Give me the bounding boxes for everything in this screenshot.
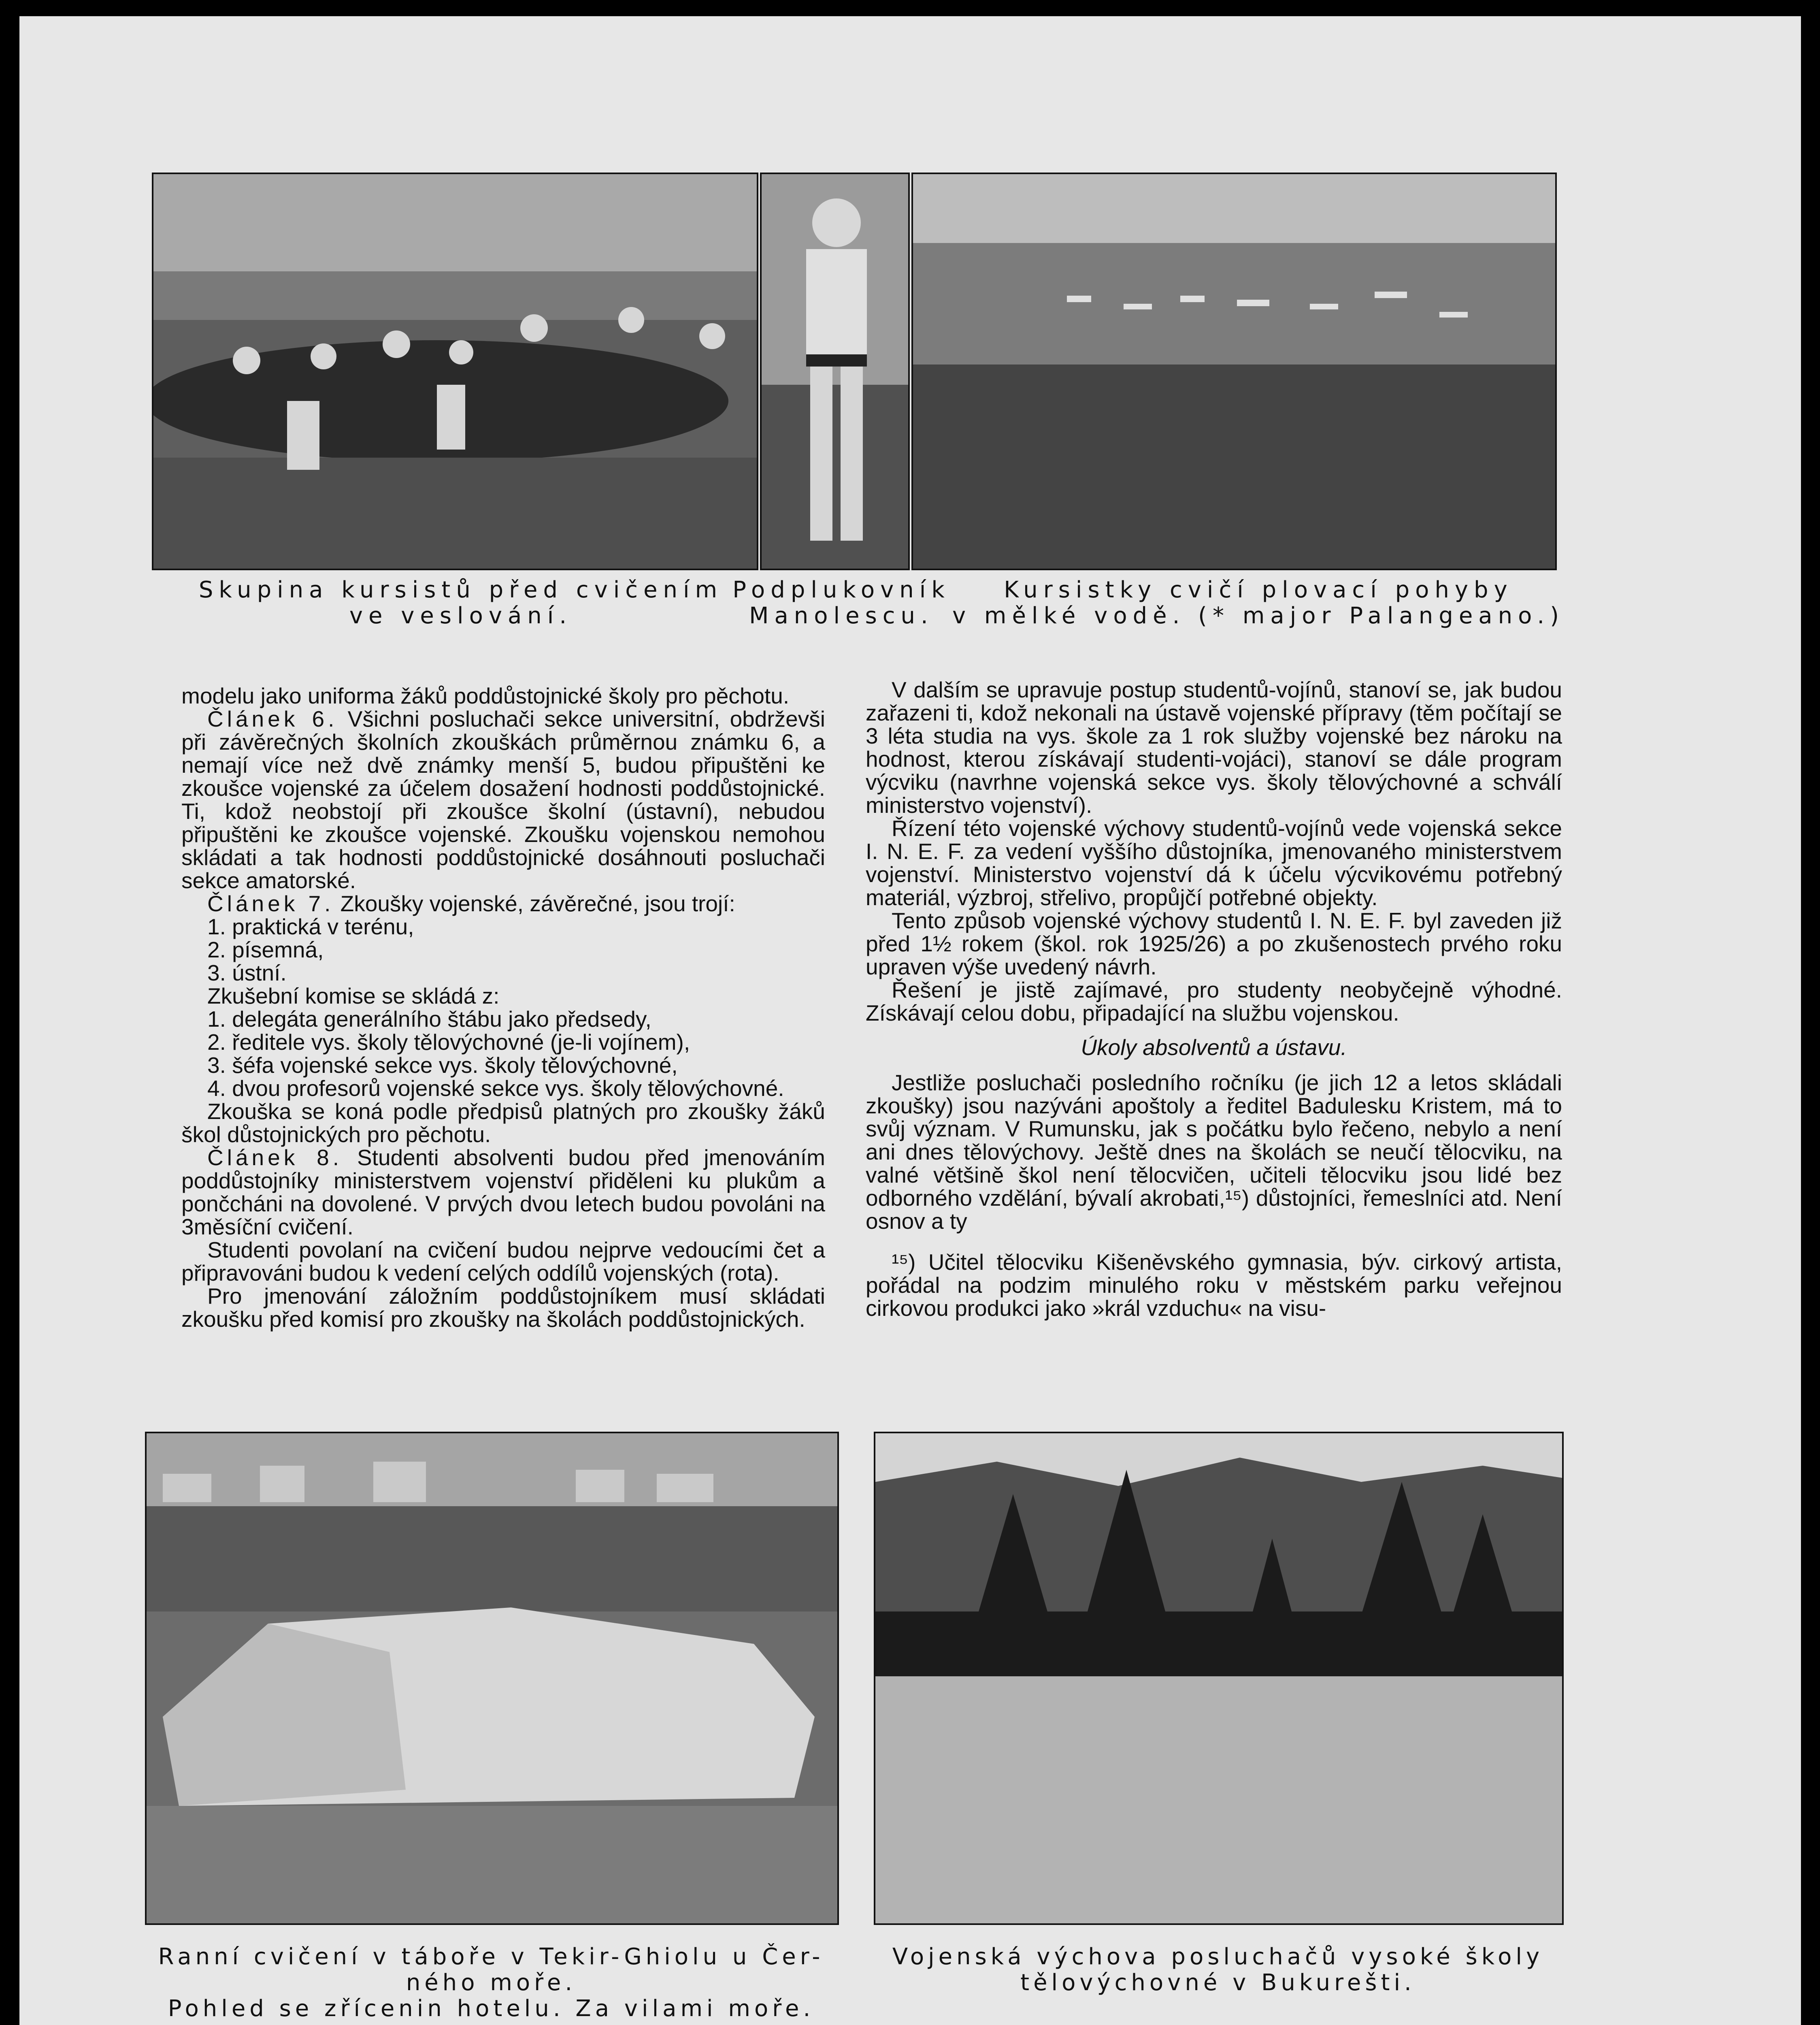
photo-swimming xyxy=(911,173,1557,570)
list-item: 1. praktická v terénu, xyxy=(207,914,414,939)
caption-lt-colonel: Podplukovník Manolescu. xyxy=(732,577,950,629)
photo-camp-image xyxy=(147,1433,837,1923)
paragraph: Řešení je jistě zajímavé, pro studenty neobyčejně výhodné. Získávají celou dobu, připadající na službu vojenskou. xyxy=(866,977,1562,1025)
article-7: Článek 7. Zkoušky vojenské, závěrečné, jsou trojí: xyxy=(207,891,735,916)
list-item: 3. ústní. xyxy=(207,960,287,985)
paragraph: Pro jmenování záložním poddůstojníkem musí skládati zkoušku před komisí pro zkoušky na školách poddůstojnických. xyxy=(181,1283,825,1332)
paragraph: Studenti povolaní na cvičení budou nejprve vedoucími čet a připravováni budou k vedení celých oddílů vojenských (rota). xyxy=(181,1237,825,1285)
caption-rowing: Skupina kursistů před cvičením ve veslování. xyxy=(198,577,723,629)
paragraph: Zkouška se koná podle předpisů platných pro zkoušky žáků škol důstojnických pro pěchotu. xyxy=(181,1099,825,1147)
paragraph: Řízení této vojenské výchovy studentů-vojínů vede vojenská sekce I. N. E. F. za vedení vyššího důstojníka, jmenovaného ministerstvem vojenství. Ministerstvo vojenství dá k účelu výcvikovému potřebný materiál, výzbroj, střelivo, propůjčí potřebné objekty. xyxy=(866,816,1562,910)
photo-snow-image xyxy=(875,1433,1562,1923)
right-column xyxy=(866,678,1562,1320)
paragraph: V dalším se upravuje postup studentů-vojínů, stanoví se, jak budou zařazeni ti, kdož nekonali na ústavě vojenské přípravy (těm počítají se 3 léta studia na vys. škole za 1 rok služby vojenské bez nároku na hodnost, kterou získávají studenti-vojáci), stanoví se dále program výcviku (navrhne vojenská sekce vys. školy tělovýchovné a schválí ministerstvo vojenství). xyxy=(866,677,1562,818)
photo-swimming-image xyxy=(913,174,1555,569)
paragraph: modelu jako uniforma žáků poddůstojnické školy pro pěchotu. xyxy=(181,683,790,708)
left-column xyxy=(181,684,825,1331)
article-8: Článek 8. Studenti absolventi budou před jmenováním poddůstojníky ministerstvem vojenství přiděleni ku plukům a pončcháni na dovolené. V prvých dvou letech budou povoláni na 3měsíční cvičení. xyxy=(181,1145,825,1239)
photo-lt-colonel-image xyxy=(762,174,908,569)
paragraph: Zkušební komise se skládá z: xyxy=(207,983,500,1008)
photo-rowing-group-image xyxy=(153,174,757,569)
article-6: Článek 6. Všichni posluchači sekce universitní, obdrževši při závěrečných školních zkouškách průměrnou známku 6, a nemají více než dvě známky menší 5, budou připuštěni ke zkoušce vojenské za účelem dosažení hodnosti poddůstojnické. Ti, kdož neobstojí při zkoušce školní (ústavní), nebudou připuštěni ke zkoušce vojenské. Zkoušku vojenskou nemohou skládati a tak hodnosti poddůstojnické dosáhnouti posluchači sekce amatorské. xyxy=(181,706,825,893)
section-heading: Úkoly absolventů a ústavu. xyxy=(1081,1035,1347,1060)
list-item: 1. delegáta generálního štábu jako předsedy, xyxy=(207,1006,651,1032)
photo-snow xyxy=(874,1432,1564,1925)
list-item: 2. písemná, xyxy=(207,937,324,962)
page xyxy=(19,16,1801,2025)
paragraph: Jestliže posluchači posledního ročníku (je jich 12 a letos skládali zkoušky) jsou nazýváni apoštoly a ředitel Badulesku Kristem, má to svůj význam. V Rumunsku, jak s počátku bylo řečeno, nebylo a není ani dnes tělovýchovy. Ještě dnes na školách se neučí tělocviku, na valné většině škol není tělocvičen, učiteli tělocviku jsou lidé bez odborného vzdělání, bývalí akrobati,¹⁵) důstojníci, řemeslníci atd. Není osnov a ty xyxy=(866,1070,1562,1234)
caption-swimming: Kursistky cvičí plovací pohyby v mělké vodě. (* major Palangeano.) xyxy=(952,577,1565,629)
caption-camp: Ranní cvičení v táboře v Tekir-Ghiolu u Čer- ného moře. Pohled se zřícenin hotelu. Za vilami moře. xyxy=(158,1944,824,2022)
footnote: ¹⁵) Učitel tělocviku Kišeněvského gymnasia, býv. cirkový artista, pořádal na podzim minulého roku v městském parku veřejnou cirkovou produkci jako »král vzduchu« na visu- xyxy=(866,1249,1562,1321)
list-item: 4. dvou profesorů vojenské sekce vys. školy tělovýchovné. xyxy=(207,1076,784,1101)
photo-camp xyxy=(145,1432,839,1925)
caption-snow: Vojenská výchova posluchačů vysoké školy tělovýchovné v Bukurešti. xyxy=(892,1944,1544,1996)
list-item: 2. ředitele vys. školy tělovýchovné (je-li vojínem), xyxy=(207,1030,690,1055)
photo-rowing-group xyxy=(152,173,758,570)
list-item: 3. šéfa vojenské sekce vys. školy tělovýchovné, xyxy=(207,1053,678,1078)
photo-lt-colonel xyxy=(760,173,910,570)
paragraph: Tento způsob vojenské výchovy studentů I. N. E. F. byl zaveden již před 1½ rokem (škol. rok 1925/26) a po zkušenostech prvého roku upraven výše uvedený návrh. xyxy=(866,908,1562,979)
